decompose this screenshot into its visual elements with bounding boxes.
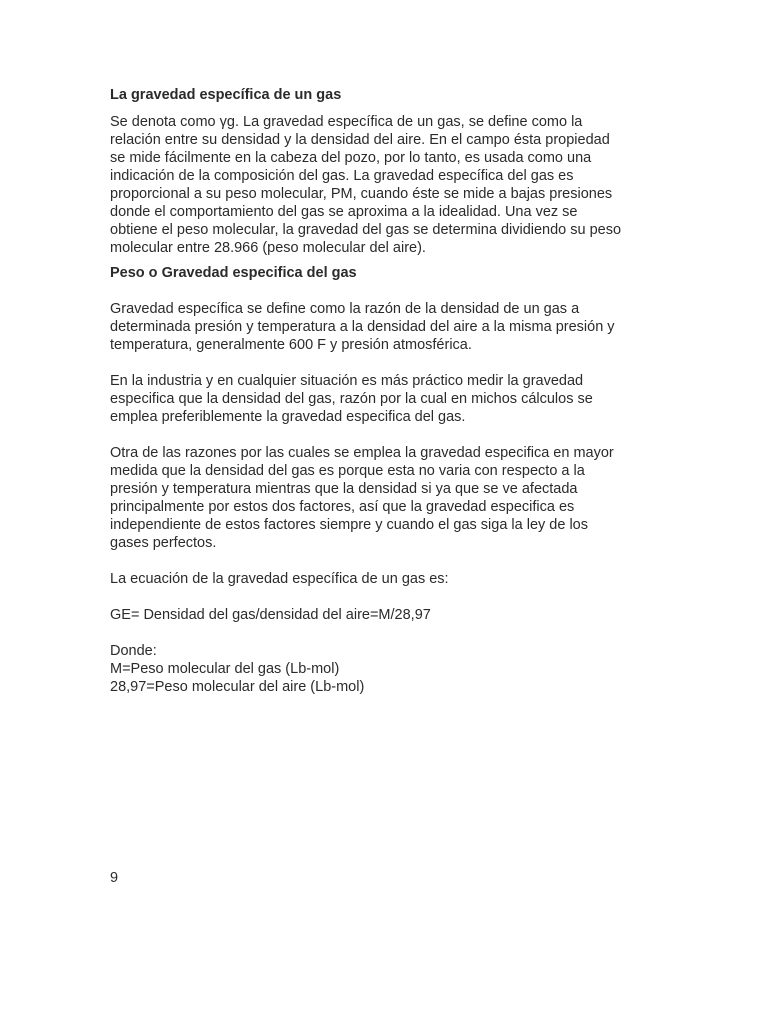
document-body [110,86,670,696]
section-title: Peso o Gravedad especifica del gas [110,265,357,281]
paragraph-line: especifica que la densidad del gas, razón por la cual en michos cálculos se [110,391,593,407]
industry-paragraph [110,372,670,426]
intro-paragraph [110,113,670,257]
reasons-paragraph [110,444,670,552]
equation-intro: La ecuación de la gravedad específica de un gas es: [110,571,449,587]
where-label: Donde: [110,643,157,659]
definition-paragraph [110,300,670,354]
paragraph-line: obtiene el peso molecular, la gravedad del gas se determina dividiendo su peso [110,222,622,238]
paragraph-line: emplea preferiblemente la gravedad especifica del gas. [110,409,466,425]
paragraph-line: temperatura, generalmente 600 F y presión atmosférica. [110,337,472,353]
paragraph-line: se mide fácilmente en la cabeza del pozo, por lo tanto, es usada como una [110,150,592,166]
paragraph-line: relación entre su densidad y la densidad del aire. En el campo ésta propiedad [110,132,610,148]
paragraph-line: independiente de estos factores siempre y cuando el gas siga la ley de los [110,517,588,533]
definition-item: M=Peso molecular del gas (Lb-mol) [110,661,340,677]
equation: GE= Densidad del gas/densidad del aire=M/28,97 [110,607,431,623]
paragraph-line: indicación de la composición del gas. La gravedad específica del gas es [110,168,574,184]
paragraph-line: Gravedad específica se define como la razón de la densidad de un gas a [110,301,580,317]
paragraph-line: gases perfectos. [110,535,217,551]
paragraph-line: determinada presión y temperatura a la densidad del aire a la misma presión y [110,319,615,335]
definition-item: 28,97=Peso molecular del aire (Lb-mol) [110,679,365,695]
paragraph-line: presión y temperatura mientras que la densidad si ya que se ve afectada [110,481,578,497]
section-title: La gravedad específica de un gas [110,87,342,103]
where-block [110,642,670,696]
paragraph-line: molecular entre 28.966 (peso molecular del aire). [110,240,426,256]
paragraph-line: En la industria y en cualquier situación es más práctico medir la gravedad [110,373,584,389]
paragraph-line: donde el comportamiento del gas se aproxima a la idealidad. Una vez se [110,204,578,220]
paragraph-line: Otra de las razones por las cuales se emplea la gravedad especifica en mayor [110,445,614,461]
paragraph-line: proporcional a su peso molecular, PM, cuando éste se mide a bajas presiones [110,186,613,202]
paragraph-line: principalmente por estos dos factores, así que la gravedad especifica es [110,499,575,515]
paragraph-line: medida que la densidad del gas es porque esta no varia con respecto a la [110,463,585,479]
paragraph-line: Se denota como γg. La gravedad específica de un gas, se define como la [110,114,583,130]
page-number: 9 [110,870,119,886]
